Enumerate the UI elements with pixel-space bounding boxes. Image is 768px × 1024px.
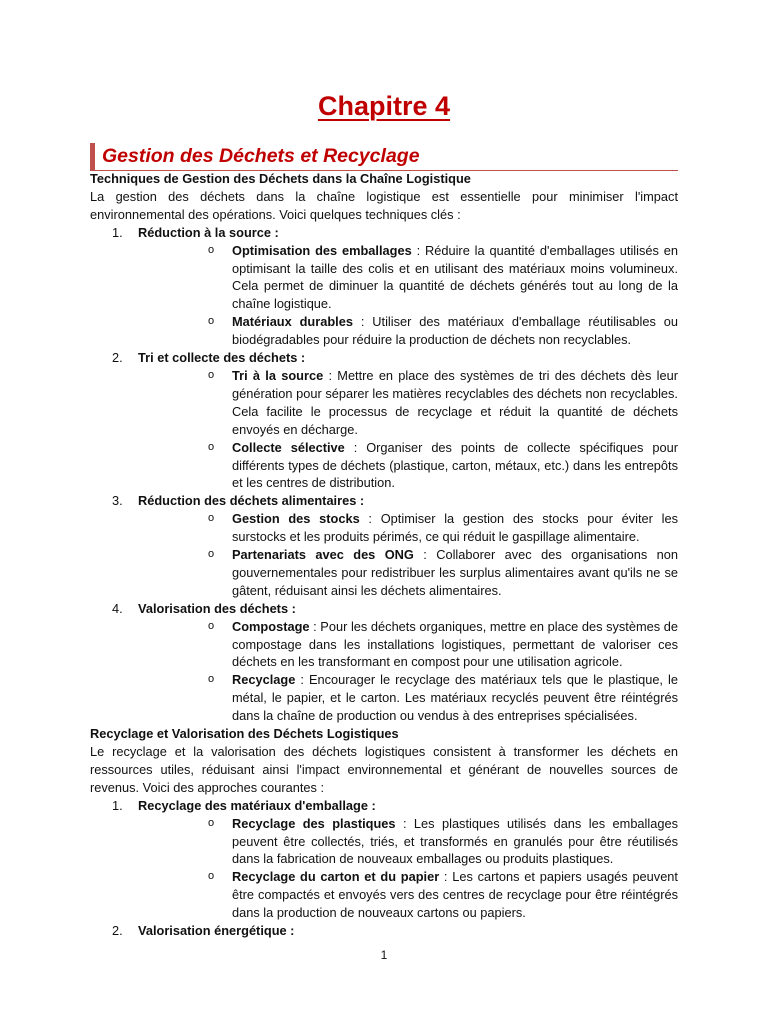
part-heading: Techniques de Gestion des Déchets dans la Chaîne Logistique: [90, 171, 471, 186]
bullet-marker: o: [208, 243, 215, 256]
sub-list: [138, 618, 678, 725]
numbered-list: [90, 224, 678, 725]
part-intro: Le recyclage et la valorisation des déchets logistiques consistent à transformer les déchets en ressources utiles, réduisant ainsi l'impact environnemental et générant de nouvelles sources de revenus. Voici des approches courantes :: [90, 744, 678, 795]
sub-item: [138, 367, 678, 439]
sub-item-text: : Encourager le recyclage des matériaux tels que le plastique, le métal, le papier, et le carton. Les matériaux recyclés peuvent être réintégrés dans la chaîne de production ou vendus à des entreprises spécialisées.: [232, 672, 678, 724]
page-number: 1: [380, 948, 388, 962]
numbered-item: [90, 224, 678, 349]
numbered-item: [90, 600, 678, 725]
sub-list: [138, 242, 678, 349]
sub-item: [138, 546, 678, 600]
sub-item-text: : Collaborer avec des organisations non gouvernementales pour redistribuer les surplus alimentaires avant qu'ils ne se gâtent, réduisant ainsi les déchets alimentaires.: [232, 547, 678, 598]
chapter-title: [0, 88, 768, 124]
part-waste-management: [90, 170, 678, 725]
bullet-marker: o: [208, 673, 215, 686]
bullet-marker: o: [208, 816, 215, 829]
part-recycling: [90, 725, 678, 940]
item-title: Réduction des déchets alimentaires :: [138, 493, 365, 509]
item-title: Valorisation énergétique :: [138, 923, 295, 939]
sub-item: [138, 815, 678, 869]
sub-item-term: Matériaux durables: [232, 314, 353, 330]
sub-item: [138, 439, 678, 493]
item-title: Réduction à la source :: [138, 224, 279, 240]
item-number: 1.: [112, 224, 123, 240]
sub-item-text: : Utiliser des matériaux d'emballage réutilisables ou biodégradables pour réduire la production de déchets non recyclables.: [232, 314, 679, 348]
sub-item-text: : Les plastiques utilisés dans les emballages peuvent être collectés, triés, et transformés en granulés pour être réutilisés dans la fabrication de nouveaux emballages ou produits plastiques.: [232, 815, 678, 867]
sub-item-term: Tri à la source: [232, 367, 324, 383]
section-title: Gestion des Déchets et Recyclage: [102, 145, 420, 167]
numbered-item: [90, 492, 678, 599]
item-number: 2.: [112, 350, 123, 366]
bullet-marker: o: [208, 368, 215, 381]
sub-item-text: : Optimiser la gestion des stocks pour éviter les surstocks et les produits périmés, ce qui réduit le gaspillage alimentaire.: [232, 511, 678, 545]
sub-item: [138, 618, 678, 672]
bullet-marker: o: [208, 548, 215, 561]
numbered-item: [90, 349, 678, 492]
bullet-marker: o: [208, 440, 215, 453]
bullet-marker: o: [208, 870, 215, 883]
sub-item: [138, 510, 678, 546]
sub-item-term: Gestion des stocks: [232, 511, 360, 527]
bullet-marker: o: [208, 512, 215, 525]
bullet-marker: o: [208, 315, 215, 328]
numbered-list: [90, 797, 678, 940]
sub-item-term: Recyclage du carton et du papier: [232, 869, 440, 885]
sub-item-text: : Organiser des points de collecte spécifiques pour différents types de déchets (plastique, carton, métaux, etc.) dans les entrepôts et les centres de distribution.: [232, 439, 678, 491]
section-accent-bar: [90, 143, 95, 170]
sub-item: [138, 313, 678, 349]
sub-item: [138, 242, 678, 314]
document-body: [90, 170, 678, 940]
sub-item-term: Partenariats avec des ONG: [232, 547, 414, 563]
sub-item-term: Optimisation des emballages: [232, 242, 412, 258]
sub-item-term: Compostage: [232, 618, 310, 634]
section-heading: [90, 142, 678, 171]
part-heading: Recyclage et Valorisation des Déchets Logistiques: [90, 726, 399, 742]
item-number: 2.: [112, 923, 123, 939]
sub-item-term: Recyclage: [232, 672, 296, 688]
part-intro: La gestion des déchets dans la chaîne logistique est essentielle pour minimiser l'impact environnemental des opérations. Voici quelques techniques clés :: [90, 188, 678, 222]
item-number: 3.: [112, 493, 123, 509]
sub-item-text: : Pour les déchets organiques, mettre en place des systèmes de compostage dans les installations logistiques, permettant de valoriser ces déchets en les transformant en compost pour une utilisation agricole.: [232, 618, 678, 670]
sub-item-text: : Les cartons et papiers usagés peuvent être compactés et envoyés vers des centres de recyclage pour être réintégrés dans la production de nouveaux cartons ou papiers.: [232, 869, 678, 921]
sub-list: [138, 815, 678, 922]
sub-list: [138, 367, 678, 492]
item-number: 4.: [112, 600, 123, 616]
bullet-marker: o: [208, 619, 215, 632]
sub-item: [138, 671, 678, 725]
item-title: Recyclage des matériaux d'emballage :: [138, 797, 376, 813]
sub-item: [138, 868, 678, 922]
sub-item-text: : Mettre en place des systèmes de tri des déchets dès leur génération pour séparer les matières recyclables des déchets non recyclables. Cela facilite le processus de recyclage et réduit la quantité de déchets envoyés en décharge.: [232, 367, 678, 437]
sub-list: [138, 510, 678, 600]
chapter-title-text: Chapitre 4: [317, 91, 451, 121]
numbered-item: [90, 922, 678, 940]
sub-item-term: Collecte sélective: [232, 439, 345, 455]
sub-item-term: Recyclage des plastiques: [232, 815, 396, 831]
sub-item-text: : Réduire la quantité d'emballages utilisés en optimisant la taille des colis et en utilisant des matériaux moins volumineux. Cela permet de diminuer la quantité de déchets générés tout au long de la chaîne logistique.: [232, 242, 678, 312]
item-title: Tri et collecte des déchets :: [138, 350, 306, 366]
item-number: 1.: [112, 797, 123, 813]
item-title: Valorisation des déchets :: [138, 600, 296, 616]
numbered-item: [90, 797, 678, 922]
